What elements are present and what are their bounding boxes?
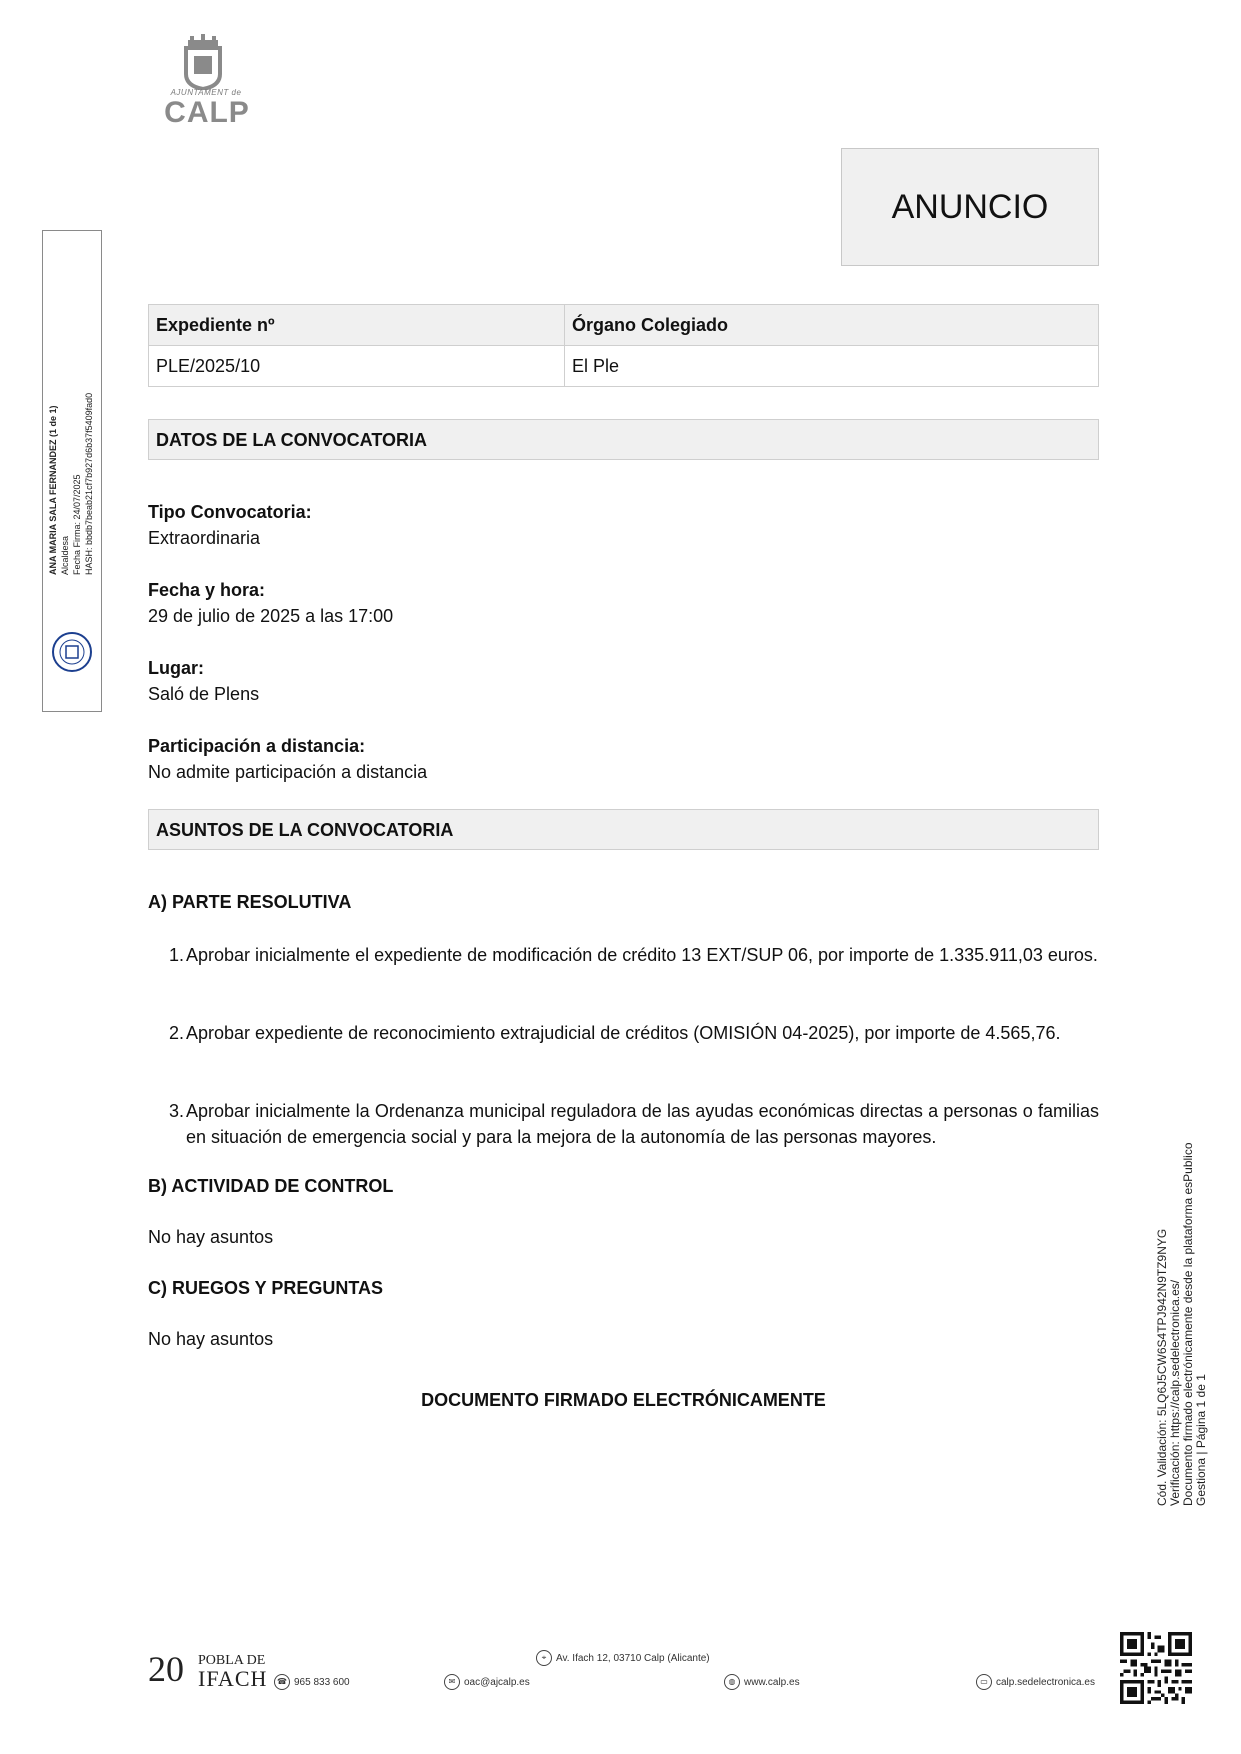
list-item-text: Aprobar expediente de reconocimiento extrajudicial de créditos (OMISIÓN 04-2025), por importe de 4.565,76. bbox=[186, 1023, 1061, 1043]
header-expediente: Expediente nº bbox=[149, 305, 565, 346]
footer-brand-number: 20 bbox=[148, 1649, 184, 1689]
field-label-tipo: Tipo Convocatoria: bbox=[148, 502, 312, 522]
footer-phone-text: 965 833 600 bbox=[294, 1676, 350, 1688]
table-header-row bbox=[149, 305, 1099, 346]
signature-stamp bbox=[42, 230, 102, 712]
footer-address bbox=[536, 1650, 710, 1666]
organo-value: El Ple bbox=[565, 346, 1099, 387]
mail-icon: ✉ bbox=[444, 1674, 460, 1690]
field-value-lugar: Saló de Plens bbox=[148, 684, 260, 704]
phone-icon: ☎ bbox=[274, 1674, 290, 1690]
actividad-control-text: No hay asuntos bbox=[148, 1227, 274, 1247]
table-row bbox=[149, 346, 1099, 387]
list-item-text: Aprobar inicialmente el expediente de modificación de crédito 13 EXT/SUP 06, por importe de 1.335.911,03 euros. bbox=[186, 945, 1098, 965]
footer-sede-text[interactable]: calp.sedelectronica.es bbox=[996, 1676, 1095, 1688]
list-item-number: 1. bbox=[168, 945, 184, 965]
ruegos-preguntas-text: No hay asuntos bbox=[148, 1329, 274, 1349]
globe-icon: ◍ bbox=[724, 1674, 740, 1690]
verification-text bbox=[1156, 1126, 1208, 1506]
signature-hash: HASH: bbdb7beab21cf7b927d6b37f5409fad0 bbox=[84, 392, 94, 575]
header-organo: Órgano Colegiado bbox=[565, 305, 1099, 346]
signature-date: Fecha Firma: 24/07/2025 bbox=[72, 474, 82, 575]
list-item-number: 2. bbox=[168, 1023, 184, 1043]
field-value-participacion: No admite participación a distancia bbox=[148, 762, 428, 782]
section-asuntos-convocatoria: ASUNTOS DE LA CONVOCATORIA bbox=[148, 809, 1099, 850]
heading-parte-resolutiva: A) PARTE RESOLUTIVA bbox=[148, 892, 352, 912]
list-item-text: Aprobar inicialmente la Ordenanza municipal reguladora de las ayudas económicas directas a personas o familias en situación de emergencia social y para la mejora de la autonomía de las personas mayores. bbox=[186, 1101, 1099, 1147]
section-datos-convocatoria: DATOS DE LA CONVOCATORIA bbox=[148, 419, 1099, 460]
heading-ruegos-preguntas: C) RUEGOS Y PREGUNTAS bbox=[148, 1278, 384, 1298]
footer-phone bbox=[274, 1674, 350, 1690]
expediente-table bbox=[148, 304, 1099, 387]
list-item bbox=[148, 1098, 1099, 1150]
signed-notice: DOCUMENTO FIRMADO ELECTRÓNICAMENTE bbox=[421, 1390, 826, 1410]
municipality-logo bbox=[158, 34, 248, 130]
footer-web-text[interactable]: www.calp.es bbox=[744, 1676, 800, 1688]
document-title: ANUNCIO bbox=[841, 148, 1099, 266]
list-item bbox=[148, 1020, 1099, 1046]
footer-web[interactable] bbox=[724, 1674, 800, 1690]
heading-actividad-control: B) ACTIVIDAD DE CONTROL bbox=[148, 1176, 394, 1196]
logo-name: CALP bbox=[164, 96, 250, 129]
list-item bbox=[148, 942, 1099, 968]
seal-icon bbox=[51, 631, 93, 673]
validation-code: Cód. Validación: 5LQ6J5CW6S4TPJ942N9TZ9NYG bbox=[1155, 1228, 1169, 1506]
logo-subtitle: AJUNTAMENT de bbox=[170, 88, 242, 97]
signature-text bbox=[47, 335, 95, 575]
expediente-value: PLE/2025/10 bbox=[149, 346, 565, 387]
platform-note: Documento firmado electrónicamente desde la plataforma esPublico Gestiona | Página 1 de 1 bbox=[1181, 1142, 1208, 1506]
field-value-fecha: 29 de julio de 2025 a las 17:00 bbox=[148, 606, 394, 626]
footer-email-text[interactable]: oac@ajcalp.es bbox=[464, 1676, 530, 1688]
footer-brand-logo bbox=[148, 1648, 268, 1692]
field-label-participacion: Participación a distancia: bbox=[148, 736, 366, 756]
signer-role: Alcaldesa bbox=[60, 535, 70, 575]
location-pin-icon: ⌖ bbox=[536, 1650, 552, 1666]
field-value-tipo: Extraordinaria bbox=[148, 528, 261, 548]
list-item-number: 3. bbox=[168, 1101, 184, 1121]
signer-name: ANA MARIA SALA FERNANDEZ (1 de 1) bbox=[48, 405, 58, 575]
field-label-fecha: Fecha y hora: bbox=[148, 580, 266, 600]
field-label-lugar: Lugar: bbox=[148, 658, 204, 678]
footer-email[interactable] bbox=[444, 1674, 530, 1690]
coat-of-arms-icon bbox=[158, 34, 248, 90]
verification-url: Verificación: https://calp.sedelectronica.es/ bbox=[1168, 1279, 1182, 1506]
footer-address-text: Av. Ifach 12, 03710 Calp (Alicante) bbox=[556, 1652, 710, 1664]
footer-brand-line2: IFACH bbox=[198, 1666, 268, 1691]
footer-sede[interactable] bbox=[976, 1674, 1095, 1690]
footer bbox=[148, 1640, 1148, 1700]
monitor-icon: ▭ bbox=[976, 1674, 992, 1690]
footer-brand-line1: POBLA DE bbox=[198, 1653, 266, 1668]
